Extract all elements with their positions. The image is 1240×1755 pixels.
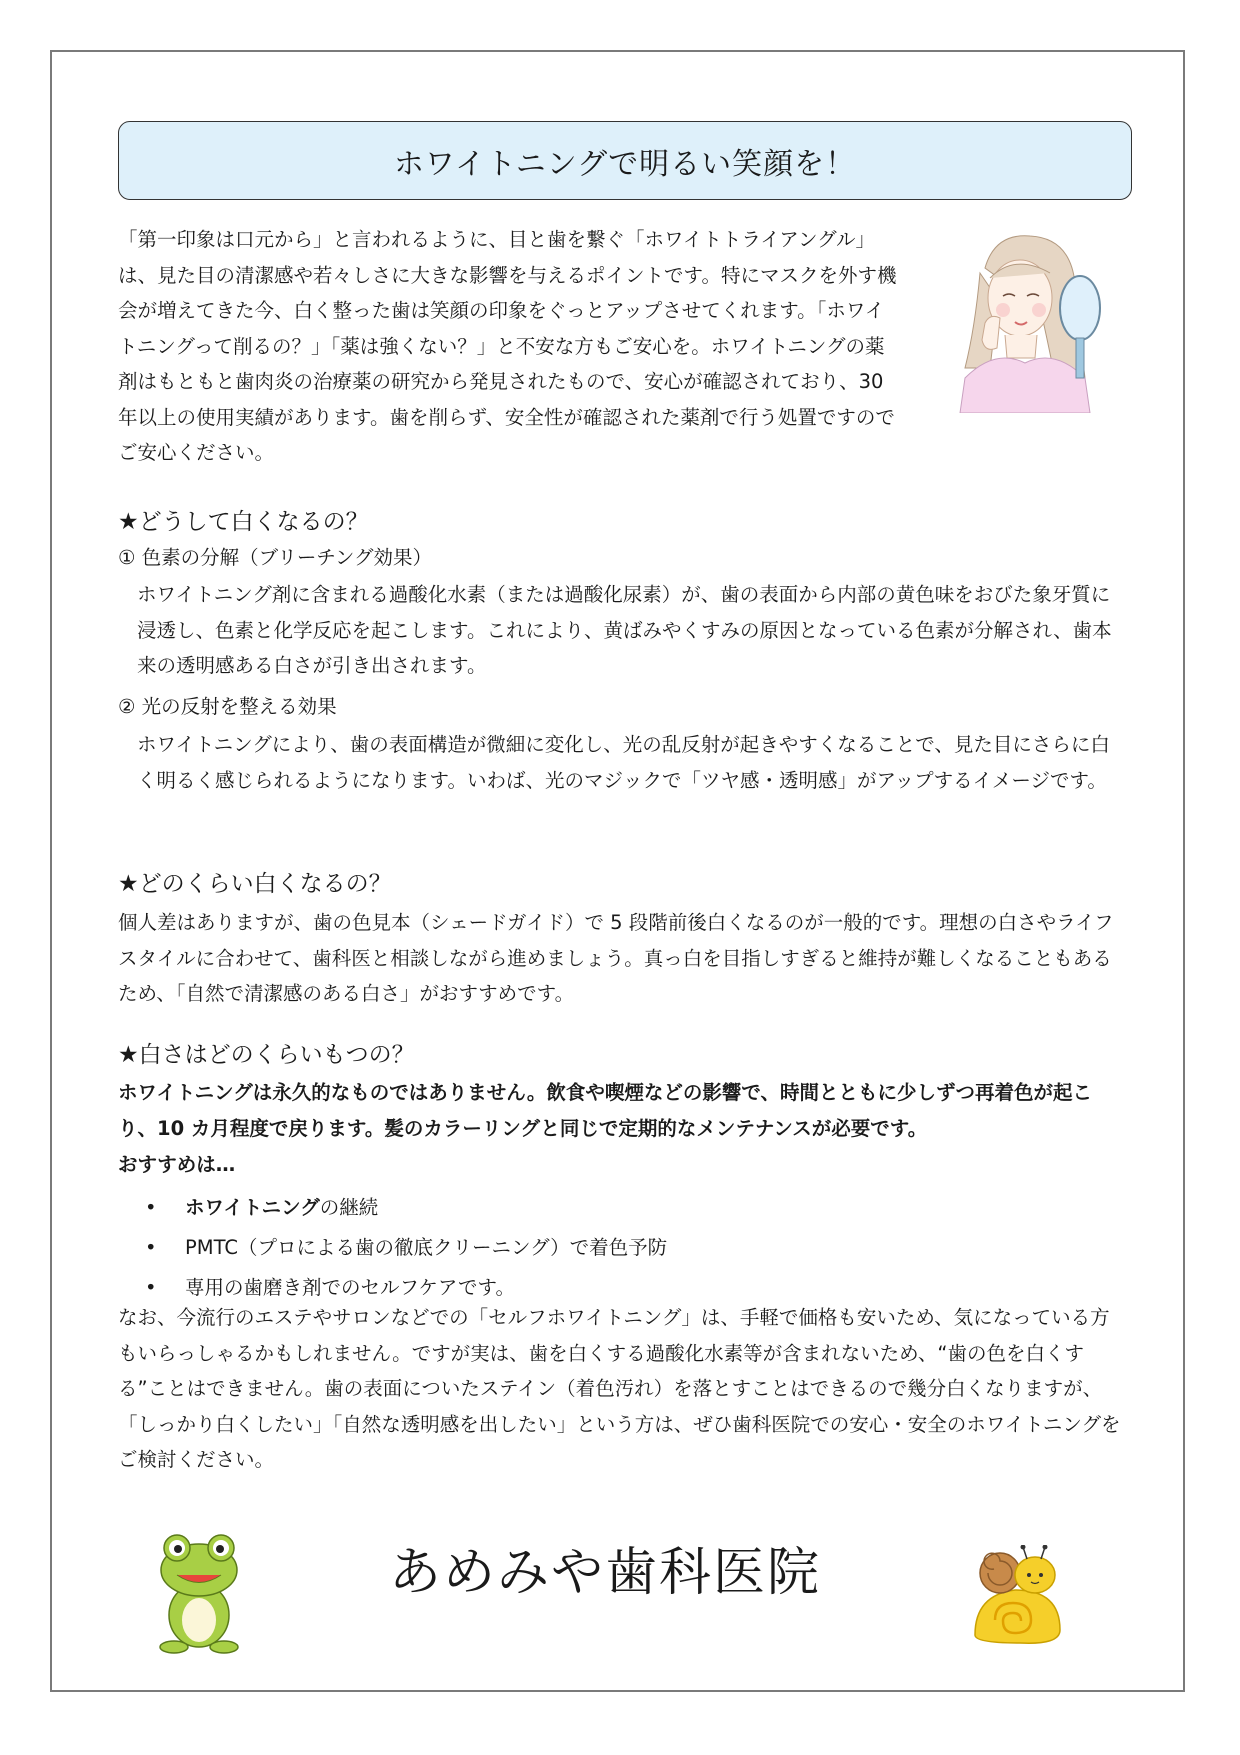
section2-heading: ★どのくらい白くなるの？: [118, 871, 392, 897]
recommend-list: [145, 1188, 667, 1308]
list-item: [145, 1228, 667, 1268]
section1-item2-title: ② 光の反射を整える効果: [118, 695, 337, 718]
list-item-bold: ホワイトニング: [185, 1196, 320, 1219]
section1-item1-title: ① 色素の分解（ブリーチング効果）: [118, 546, 433, 569]
frog-mascot-illustration: [152, 1530, 247, 1655]
snail-mascot-illustration: [965, 1545, 1065, 1645]
list-item-text: 専用の歯磨き剤でのセルフケアです。: [185, 1276, 515, 1299]
section1-item2-body: ホワイトニングにより、歯の表面構造が微細に変化し、光の乱反射が起きやすくなることで、見た目にさらに白く明るく感じられるようになります。いわば、光のマジックで「ツヤ感・透明感」がアップするイメージです。: [137, 733, 1110, 792]
list-item-text: PMTC（プロによる歯の徹底クリーニング）で着色予防: [185, 1236, 668, 1259]
section3-heading: ★白さはどのくらいもつの？: [118, 1042, 415, 1068]
intro-paragraph: 「第一印象は口元から」と言われるように、目と歯を繋ぐ「ホワイトトライアングル」は、見た目の清潔感や若々しさに大きな影響を与えるポイントです。特にマスクを外す機会が増えてきた今、白く整った歯は笑顔の印象をぐっとアップさせてくれます。「ホワイトニングって削るの？」「薬は強くない？」と不安な方もご安心を。ホワイトニングの薬剤はもともと歯肉炎の治療薬の研究から発見されたもので、安心が確認されており、30 年以上の使用実績があります。歯を削らず、安全性が確認された薬剤で行う処置ですのでご安心ください。: [118, 228, 897, 464]
section1-heading: ★どうして白くなるの？: [118, 509, 369, 535]
recommend-label: おすすめは…: [118, 1153, 236, 1176]
list-item-rest: の継続: [319, 1196, 379, 1219]
woman-with-mirror-illustration: [935, 228, 1115, 413]
clinic-name: あめみや歯科医院: [388, 1543, 821, 1603]
section3-bold-body: ホワイトニングは永久的なものではありません。飲食や喫煙などの影響で、時間とともに少しずつ再着色が起こり、10 カ月程度で戻ります。髪のカラーリングと同じで定期的なメンテナンスが必要です。: [118, 1081, 1093, 1140]
section2-body: 個人差はありますが、歯の色見本（シェードガイド）で 5 段階前後白くなるのが一般的です。理想の白さやライフスタイルに合わせて、歯科医と相談しながら進めましょう。真っ白を目指しすぎると維持が難しくなることもあるため、「自然で清潔感のある白さ」がおすすめです。: [118, 911, 1114, 1005]
title-banner: [118, 121, 1132, 200]
closing-paragraph: なお、今流行のエステやサロンなどでの「セルフホワイトニング」は、手軽で価格も安いため、気になっている方もいらっしゃるかもしれません。ですが実は、歯を白くする過酸化水素等が含まれないため、“歯の色を白くする”ことはできません。歯の表面についたステイン（着色汚れ）を落とすことはできるので幾分白くなりますが、「しっかり白くしたい」「自然な透明感を出したい」という方は、ぜひ歯科医院での安心・安全のホワイトニングをご検討ください。: [118, 1306, 1121, 1471]
list-item: [145, 1188, 667, 1228]
page-title: ホワイトニングで明るい笑顔を！: [393, 146, 857, 182]
section1-item1-body: ホワイトニング剤に含まれる過酸化水素（または過酸化尿素）が、歯の表面から内部の黄色味をおびた象牙質に浸透し、色素と化学反応を起こします。これにより、黄ばみやくすみの原因となっている色素が分解され、歯本来の透明感ある白さが引き出されます。: [137, 583, 1112, 677]
